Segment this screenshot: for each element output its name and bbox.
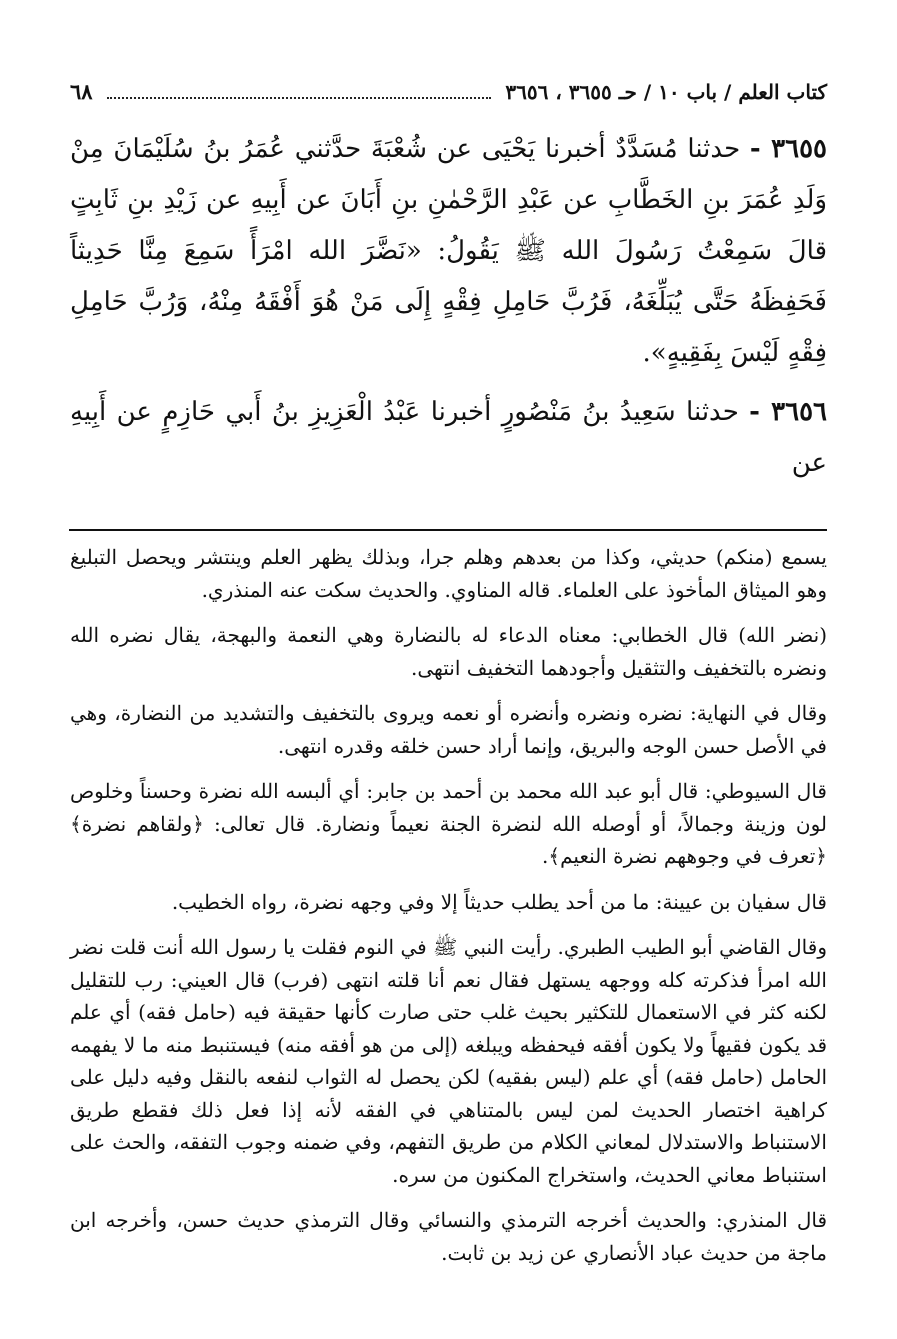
footnote-divider: [69, 529, 827, 531]
commentary-block: [70, 541, 827, 1269]
hadith-3656: [70, 387, 827, 489]
page-number: ٦٨: [70, 79, 93, 104]
commentary-paragraph: وقال في النهاية: نضره ونضره وأنضره أو نعمه ويروى بالتخفيف والتشديد من النضارة، وهي في الأصل حسن الوجه والبريق، وإنما أراد حسن خلقه وقدره انتهى.: [70, 701, 827, 758]
hadith-text-block: [70, 124, 827, 489]
hadith-body: حدثنا سَعِيدُ بنُ مَنْصُورٍ أخبرنا عَبْدُ الْعَزِيزِ بنُ أَبي حَازِمٍ عن أَبِيهِ عن: [70, 397, 827, 478]
running-title: كتاب العلم / باب ١٠ / حـ ٣٦٥٥ ، ٣٦٥٦: [505, 80, 827, 104]
running-header: [70, 78, 827, 106]
hadith-number: ٣٦٥٥ -: [749, 134, 828, 164]
commentary-paragraph: (نضر الله) قال الخطابي: معناه الدعاء له بالنضارة وهي النعمة والبهجة، يقال نضره الله ونضره بالتخفيف والتثقيل وأجودهما التخفيف انتهى.: [70, 623, 827, 680]
commentary-paragraph: يسمع (منكم) حديثي، وكذا من بعدهم وهلم جرا، وبذلك يظهر العلم وينتشر ويحصل التبليغ وهو الميثاق المأخوذ على العلماء. قاله المناوي. والحديث سكت عنه المنذري.: [70, 545, 827, 602]
hadith-number: ٣٦٥٦ -: [749, 397, 827, 427]
hadith-body: حدثنا مُسَدَّدٌ أخبرنا يَحْيَى عن شُعْبَةَ حدَّثني عُمَرُ بنُ سُلَيْمَانَ مِنْ وَلَدِ عُمَرَ بنِ الخَطَّابِ عن عَبْدِ الرَّحْمٰنِ بنِ أَبَانَ عن أَبِيهِ عن زَيْدِ بنِ ثَابِتٍ قالَ سَمِعْتُ رَسُولَ الله ﷺ يَقُولُ: «نَضَّرَ الله امْرَأً سَمِعَ مِنَّا حَدِيثاً فَحَفِظَهُ حَتَّى يُبَلِّغَهُ، فَرُبَّ حَامِلِ فِقْهٍ إِلَى مَنْ هُوَ أَفْقَهُ مِنْهُ، وَرُبَّ حَامِلِ فِقْهٍ لَيْسَ بِفَقِيهٍ».: [70, 134, 827, 368]
hadith-3655: [70, 124, 827, 379]
commentary-paragraph: قال السيوطي: قال أبو عبد الله محمد بن أحمد بن جابر: أي ألبسه الله نضرة وحسناً وخلوص لون وزينة وجمالاً، أو أوصله الله لنضرة الجنة نعيماً ونضارة. قال تعالى: ﴿ولقاهم نضرة﴾ ﴿تعرف في وجوههم نضرة النعيم﴾.: [70, 779, 828, 868]
commentary-paragraph: قال سفيان بن عيينة: ما من أحد يطلب حديثاً إلا وفي وجهه نضرة، رواه الخطيب.: [171, 889, 827, 914]
leader-dots: [107, 97, 492, 99]
commentary-paragraph: قال المنذري: والحديث أخرجه الترمذي والنسائي وقال الترمذي حديث حسن، وأخرجه ابن ماجة من حديث عباد الأنصاري عن زيد بن ثابت.: [70, 1208, 827, 1265]
commentary-paragraph: وقال القاضي أبو الطيب الطبري. رأيت النبي ﷺ في النوم فقلت يا رسول الله أنت قلت نضر الله امرأ فذكرته كله ووجهه يستهل فقال نعم أنا قلته انتهى (فرب) قال العيني: رب للتقليل لكنه كثر في الاستعمال للتكثير بحيث غلب حتى صارت كأنها حقيقة فيه (حامل فقه) أي علم قد يكون فقيهاً ولا يكون أفقه فيحفظه ويبلغه (إلى من هو أفقه منه) فيستنبط منه ما لا يفهمه الحامل (حامل فقه) أي علم (ليس بفقيه) لكن يحصل له الثواب لنفعه بالنقل وفيه دليل على كراهية اختصار الحديث لمن ليس بالمتناهي في الفقه لأنه إذا فعل ذلك فقطع طريق الاستنباط والاستدلال لمعاني الكلام من طريق التفهم، وفي ضمنه وجوب التفقه، والحث على استنباط معاني الحديث، واستخراج المكنون من سره.: [70, 935, 828, 1187]
